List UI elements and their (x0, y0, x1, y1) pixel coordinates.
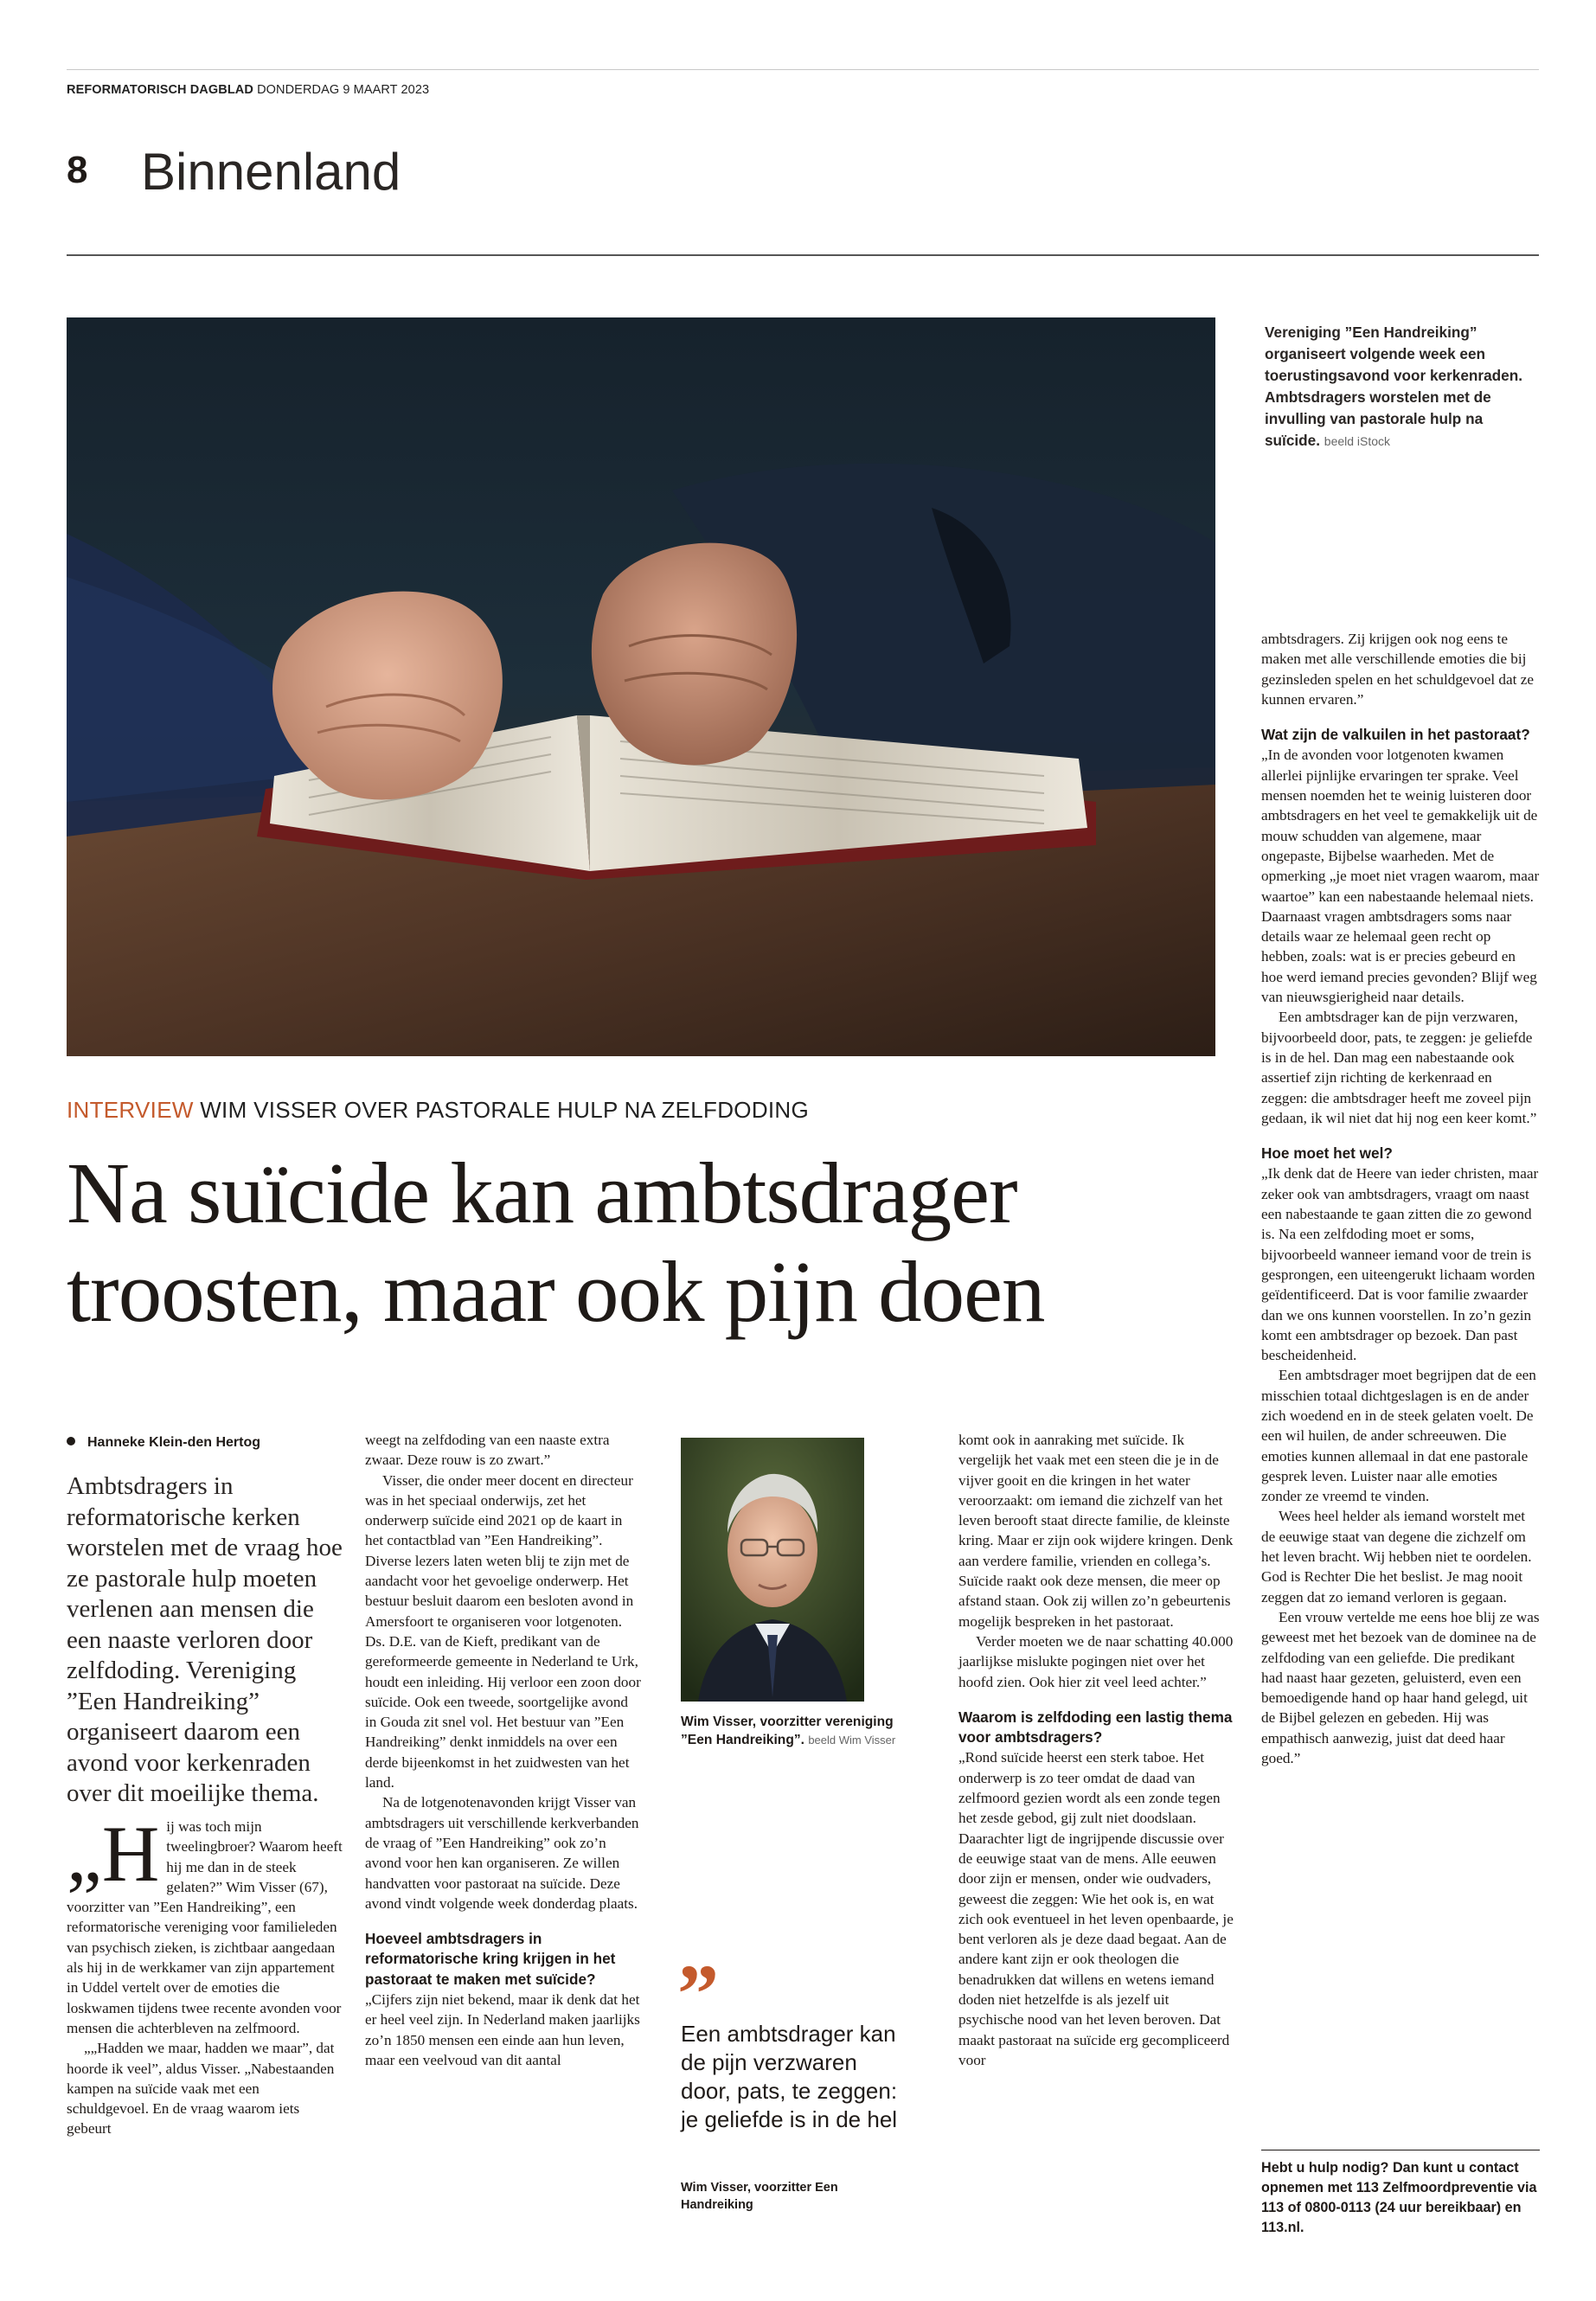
col1-paragraph-2: „„Hadden we maar, hadden we maar”, dat hoorde ik veel”, aldus Visser. „Nabestaanden kampen na suïcide vaak met een schuldgevoel. En de vraag waarom iets gebeurt (67, 2040, 335, 2138)
column-4 (1261, 629, 1540, 1768)
col1-paragraph-1: ij was toch mijn tweelingbroer? Waarom heeft hij me dan in de steek gelaten?” Wim Visser (67), voorzitter van ”Een Handreiking”, een reformatorische vereniging voor familieleden van psychisch zieken, is zichtbaar aangedaan als hij in de werkkamer van zijn appartement in Uddel vertelt over de emoties die loskwamen tijdens twee recente avonden voor mensen die achterbleven na zelfmoord. (67, 1818, 343, 2036)
col3-question-1: Waarom is zelfdoding een lastig thema voor ambtsdragers? (958, 1708, 1233, 1747)
headline (67, 1144, 1226, 1341)
byline (67, 1435, 260, 1451)
pull-quote: Een ambtsdrager kan de pijn verzwaren door, pats, te zeggen: je geliefde is in de hel (681, 2021, 898, 2132)
top-rule (67, 69, 1539, 70)
dateline (67, 83, 429, 97)
main-photo-praying-hands-bible (67, 317, 1215, 1056)
column-3 (958, 1430, 1234, 2070)
col4-paragraph-4: „Ik denk dat de Heere van ieder christen, maar zeker ook van ambtsdragers, vraagt om naast een nabestaande te gaan zitten die zo gewond is. Na een zelfdoding moet er soms, bijvoorbeeld wanneer iemand voor de trein is gesprongen, een uiteengerukt lichaam worden geïdentificeerd. Dat is voor familie zwaarder dan we ons kunnen voorstellen. In zo’n gezin komt een ambtsdrager op bezoek. Dan past bescheidenheid. (1261, 1165, 1539, 1364)
col2-paragraph-4: „Cijfers zijn niet bekend, maar ik denk dat het er heel veel zijn. In Nederland maken jaarlijks zo’n 1850 mensen een einde aan hun leven, maar een veelvoud van dit aantal (365, 1991, 640, 2068)
portrait-caption (681, 1713, 914, 1749)
photo-caption (1265, 322, 1540, 452)
col4-paragraph-7: Een vrouw vertelde me eens hoe blij ze was geweest met het bezoek van de dominee na de zelfdoding van een geliefde. Die predikant had naast haar gezeten, geluisterd, even een bemoedigende hand op haar hand gelegd, uit de Bijbel gelezen en gebeden. Hij was empathisch aanwezig, juist dat deed haar goed.” (1261, 1608, 1540, 1767)
pull-quote-attribution: Wim Visser, voorzitter Een Handreiking (681, 2181, 838, 2212)
col4-paragraph-1: ambtsdragers. Zij krijgen ook nog eens te maken met alle verschillende emoties die bij gezinsleden spelen en het schuldgevoel dat ze kunnen ervaren.” (1261, 631, 1534, 708)
col4-paragraph-3: Een ambtsdrager kan de pijn verzwaren, bijvoorbeeld door, pats, te zeggen: je geliefde is in de hel. Dan mag een nabestaande ook assertief zijn richting de kerkenraad en zeggen: die ambtsdrager heeft me zoveel pijn gedaan, ik wil niet dat hij nog een keer komt.” (1261, 1009, 1537, 1126)
photo-caption-text: Vereniging ”Een Handreiking” organiseert volgende week een toerustingsavond voor kerkenraden. Ambtsdragers worstelen met de invulling van pastorale hulp na suïcide. (1265, 324, 1522, 449)
col2-question-1: Hoeveel ambtsdragers in reformatorische kring krijgen in het pastoraat te maken met suïcide? (365, 1930, 616, 1988)
portrait-caption-text: Wim Visser, voorzitter vereniging ”Een Handreiking”. (681, 1715, 894, 1747)
newspaper-name: REFORMATORISCH DAGBLAD (67, 83, 253, 97)
issue-date: DONDERDAG 9 MAART 2023 (257, 83, 430, 97)
portrait-credit: beeld Wim Visser (808, 1734, 896, 1747)
quote-mark-icon: ” (677, 1947, 719, 2040)
kicker (67, 1097, 809, 1124)
col4-paragraph-2: „In de avonden voor lotgenoten kwamen allerlei pijnlijke ervaringen ter sprake. Veel mensen noemden het te weinig luisteren door ambtsdragers en het veel te gemakkelijk uit de mouw schudden van algemene, maar ongepaste, Bijbelse waarheden. Met de opmerking „je moet niet vragen waarom, maar waartoe” kan een nabestaande helemaal niets. Daarnaast vragen ambtsdragers soms naar details waar ze helemaal geen recht op hebben, zoals: wat is er precies gebeurd en hoe werd iemand precies gevonden? Blijf weg van nieuwsgierigheid naar details. (1261, 747, 1540, 1006)
col2-paragraph-2: Visser, die onder meer docent en directeur was in het speciaal onderwijs, zet het onderwerp suïcide eind 2021 op de kaart in het contactblad van ”Een Handreiking”. Diverse lezers laten weten blij te zijn met de aandacht voor het gevoelige onderwerp. Het bestuur besluit daarom een besloten avond in Amersfoort te organiseren voor lotgenoten. Ds. D.E. van de Kieft, predikant van de gereformeerde gemeente in Nederland te Urk, houdt een inleiding. Hij verloor een zoon door suïcide. Ook een tweede, soortgelijke avond in Gouda zit snel vol. Het bestuur van ”Een Handreiking” denkt inmiddels na over een derde bijeenkomst in het zuidwesten van het land. (365, 1471, 641, 1791)
section-title: Binnenland (141, 143, 401, 201)
col4-question-2: Hoe moet het wel? (1261, 1144, 1393, 1163)
headline-line-2: troosten, maar ook pijn doen (67, 1243, 1045, 1340)
lead-paragraph: Ambtsdragers in reformatorische kerken worstelen met de vraag hoe ze pastorale hulp moeten verlenen aan mensen die een naaste verloren door zelfdoding. Vereniging ”Een Handreiking” organiseert daarom een avond voor kerkenraden over dit moeilijke thema. (67, 1472, 343, 1807)
drop-cap: „H (67, 1810, 160, 1898)
kicker-label: INTERVIEW (67, 1097, 194, 1123)
col2-paragraph-1: weegt na zelfdoding van een naaste extra zwaar. Deze rouw is zo zwart.” (365, 1432, 610, 1469)
col3-paragraph-2: Verder moeten we de naar schatting 40.000 jaarlijkse mislukte pogingen niet over het hoofd zien. Ook hier zit veel leed achter.” (958, 1632, 1234, 1690)
byline-bullet-icon (67, 1437, 75, 1445)
kicker-topic: WIM VISSER OVER PASTORALE HULP NA ZELFDODING (200, 1097, 810, 1123)
portrait-wim-visser (681, 1438, 864, 1702)
col4-paragraph-5: Een ambtsdrager moet begrijpen dat de een misschien totaal dichtgeslagen is en de ander zich woedend en in de steek gelaten voelt. De een wil huilen, de ander schreeuwen. Die emoties kunnen allemaal in dat ene pastorale gesprek leven. Luister naar alle emoties zonder ze vreemd te vinden. (1261, 1367, 1536, 1505)
col3-paragraph-3: „Rond suïcide heerst een sterk taboe. Het onderwerp is zo teer omdat de daad van zelfmoord gezien wordt als een zonde tegen het zesde gebod, gij zult niet doodslaan. Daarachter ligt de ingrijpende discussie over de eeuwige staat van de mens. Alle eeuwen door zijn er mensen, onder wie oudvaders, geweest die zeggen: Wie het ook is, en wat zich ook eventueel in het leven openbaarde, je bent verloren als je deze daad begaat. Aan de andere kant zijn er ook theologen die benadrukken dat willens en wetens iemand doden niet hetzelfde is als jezelf uit psychische nood van het leven beroven. Dat maakt pastoraat na suïcide erg gecompliceerd voor (958, 1749, 1234, 2068)
author-name: Hanneke Klein-den Hertog (87, 1435, 261, 1450)
column-2 (365, 1430, 642, 2070)
section-rule (67, 254, 1539, 256)
help-box: Hebt u hulp nodig? Dan kunt u contact opnemen met 113 Zelfmoordpreventie via 113 of 0800-0113 (24 uur bereikbaar) en 113.nl. (1261, 2160, 1537, 2235)
photo-credit: beeld iStock (1324, 434, 1391, 448)
col3-paragraph-1: komt ook in aanraking met suïcide. Ik vergelijk het vaak met een steen die je in de vijver gooit en die kringen in het water veroorzaakt: om iemand die zichzelf van het leven berooft staat directe familie, de kleinste kring. Maar er zijn ook wijdere kringen. Denk aan verdere familie, vrienden en collega’s. Suïcide raakt ook deze mensen, die meer op afstand staan. Ook zij willen zo’n gebeurtenis mogelijk bespreken in het pastoraat. (958, 1432, 1234, 1630)
col4-paragraph-6: Wees heel helder als iemand worstelt met de eeuwige staat van degene die zichzelf om het leven bracht. Wij hebben niet te oordelen. God is Rechter Die het beslist. Je mag nooit zeggen dat zo iemand verloren is gegaan. (1261, 1508, 1532, 1606)
column-1 (67, 1810, 343, 2139)
page-number: 8 (67, 149, 88, 191)
col4-question-1: Wat zijn de valkuilen in het pastoraat? (1261, 726, 1530, 744)
col2-paragraph-3: Na de lotgenotenavonden krijgt Visser van ambtsdragers uit verschillende kerkverbanden de vraag of ”Een Handreiking” ook zo’n avond voor hen kan organiseren. Ze willen handvatten voor pastoraat na suïcide. Deze avond vindt volgende week donderdag plaats. (365, 1794, 639, 1912)
headline-line-1: Na suïcide kan ambtsdrager (67, 1144, 1017, 1241)
